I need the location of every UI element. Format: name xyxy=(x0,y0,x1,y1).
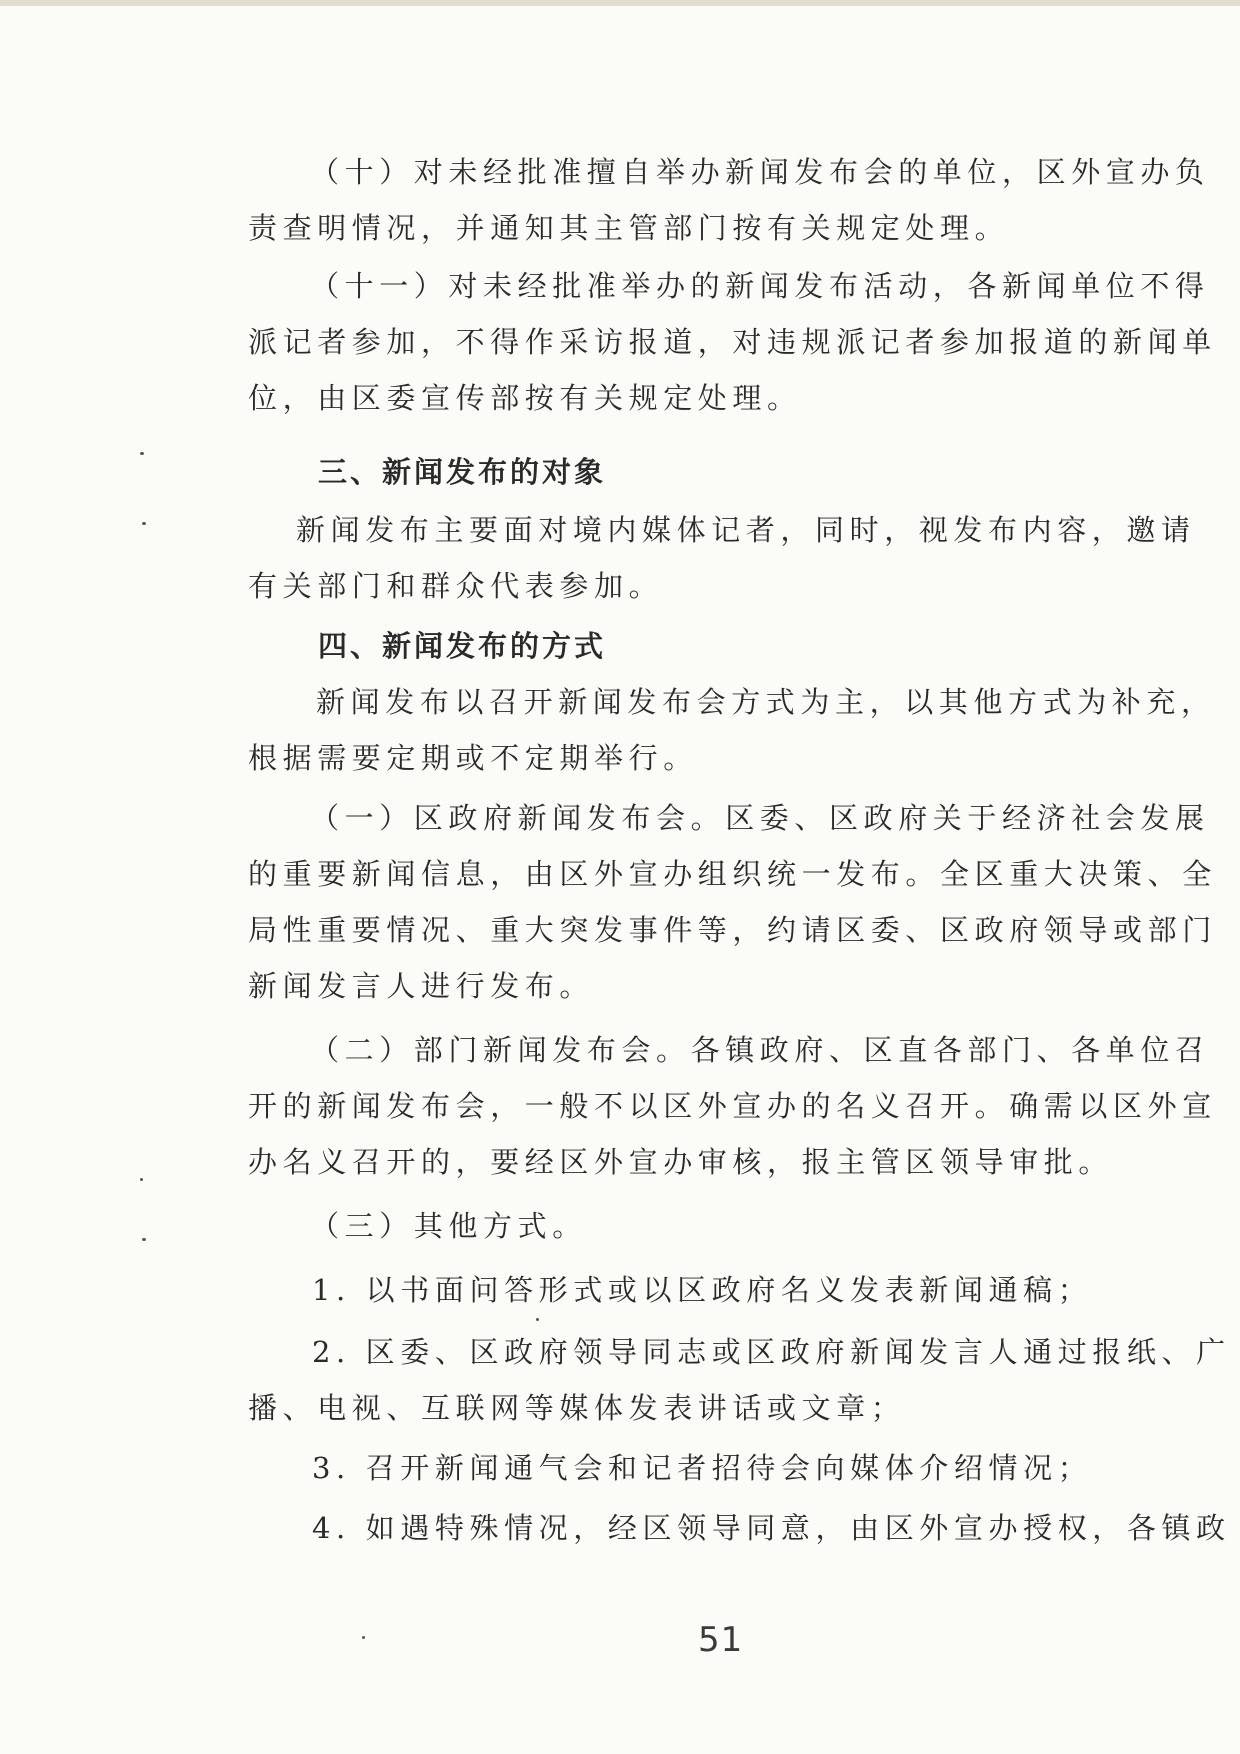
paragraph-line: 新闻发言人进行发布。 xyxy=(248,969,595,1003)
paragraph-line: 的重要新闻信息，由区外宣办组织统一发布。全区重大决策、全 xyxy=(248,857,1217,891)
list-item: 4. 如遇特殊情况，经区领导同意，由区外宣办授权，各镇政 xyxy=(312,1511,1231,1545)
scan-edge xyxy=(0,0,1240,6)
paragraph-line: 办名义召开的，要经区外宣办审核，报主管区领导审批。 xyxy=(248,1145,1114,1179)
scan-speck xyxy=(536,1318,539,1321)
paragraph-line: （十）对未经批准擅自举办新闻发布会的单位，区外宣办负 xyxy=(310,155,1210,189)
paragraph-line: （三）其他方式。 xyxy=(310,1209,587,1243)
list-item: 1. 以书面问答形式或以区政府名义发表新闻通稿； xyxy=(312,1273,1093,1307)
scan-speck xyxy=(140,452,144,455)
list-item-continuation: 播、电视、互联网等媒体发表讲话或文章； xyxy=(248,1391,906,1425)
list-item: 2. 区委、区政府领导同志或区政府新闻发言人通过报纸、广 xyxy=(312,1335,1231,1369)
paragraph-line: 派记者参加，不得作采访报道，对违规派记者参加报道的新闻单 xyxy=(248,325,1217,359)
paragraph-line: （一）区政府新闻发布会。区委、区政府关于经济社会发展 xyxy=(310,801,1210,835)
scan-speck xyxy=(140,1178,143,1181)
paragraph-line: 开的新闻发布会，一般不以区外宣办的名义召开。确需以区外宣 xyxy=(248,1089,1217,1123)
section-heading: 四、新闻发布的方式 xyxy=(318,629,607,663)
scan-speck xyxy=(142,522,146,525)
paragraph-line: （二）部门新闻发布会。各镇政府、区直各部门、各单位召 xyxy=(310,1033,1210,1067)
scan-speck xyxy=(142,1238,146,1241)
paragraph-line: （十一）对未经批准举办的新闻发布活动，各新闻单位不得 xyxy=(310,269,1210,303)
paragraph-line: 新闻发布以召开新闻发布会方式为主，以其他方式为补充， xyxy=(316,685,1216,719)
paragraph-line: 位，由区委宣传部按有关规定处理。 xyxy=(248,381,802,415)
page-number: 51 xyxy=(698,1620,744,1660)
paragraph-line: 责查明情况，并通知其主管部门按有关规定处理。 xyxy=(248,211,1010,245)
paragraph-line: 新闻发布主要面对境内媒体记者，同时，视发布内容，邀请 xyxy=(296,513,1196,547)
scan-speck xyxy=(362,1636,365,1639)
section-heading: 三、新闻发布的对象 xyxy=(318,455,607,489)
list-item: 3. 召开新闻通气会和记者招待会向媒体介绍情况； xyxy=(312,1451,1093,1485)
paragraph-line: 根据需要定期或不定期举行。 xyxy=(248,741,698,775)
paragraph-line: 局性重要情况、重大突发事件等，约请区委、区政府领导或部门 xyxy=(248,913,1217,947)
paragraph-line: 有关部门和群众代表参加。 xyxy=(248,569,664,603)
